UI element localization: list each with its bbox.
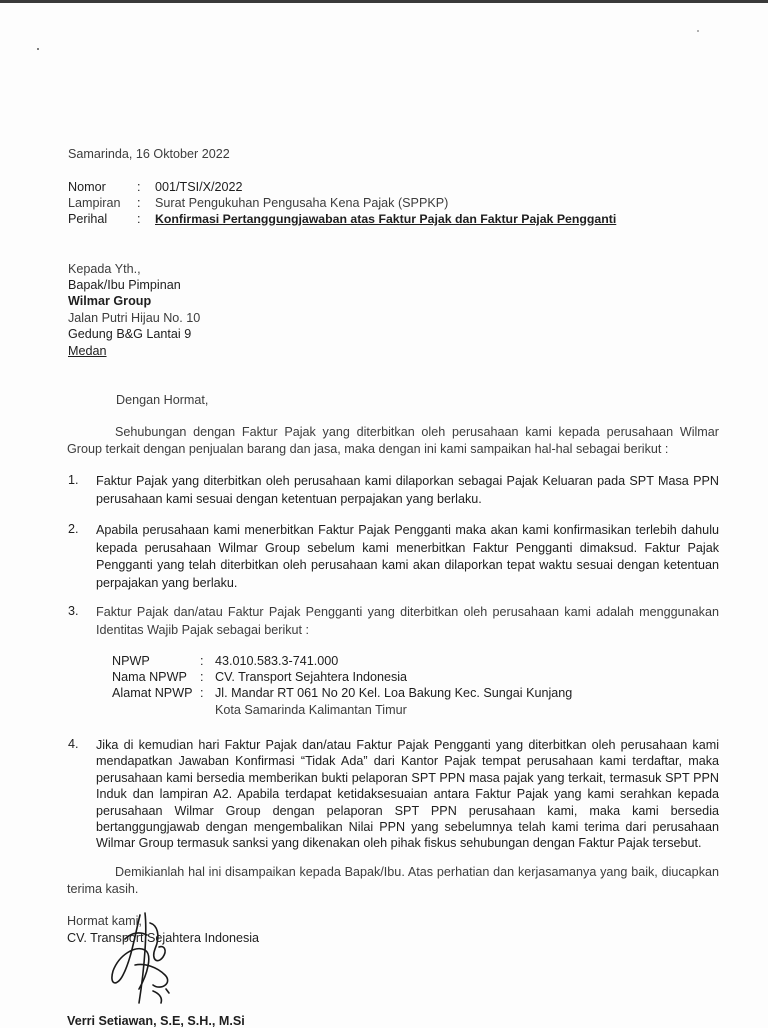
place-date: Samarinda, 16 Oktober 2022	[68, 147, 230, 161]
identity-address-line2: Kota Samarinda Kalimantan Timur	[215, 703, 407, 717]
identity-label: Nama NPWP	[112, 670, 187, 684]
salutation: Dengan Hormat,	[116, 393, 209, 407]
item-text: Jika di kemudian hari Faktur Pajak dan/atau Faktur Pajak Pengganti yang diterbitkan oleh perusahaan kami mendapatkan Jawaban Konfirmasi “Tidak Ada” dari Kantor Pajak tempat perusahaan kami terdaftar, maka perusahaan kami bersedia memberikan bukti pelaporan SPT PPN masa pajak yang terkait, termasuk SPT PPN Induk dan lampiran A2. Apabila terdapat ketidaksesuaian antara Faktur Pajak yang kami serahkan kepada perusahaan Wilmar Group dengan pelaporan SPT PPN perusahaan kami, maka kami bersedia bertanggungjawab dengan mengembalikan Nilai PPN yang sebelumnya telah kami terima dari perusahaan Wilmar Group termasuk sanksi yang dikenakan oleh pihak fiskus sehubungan dengan Faktur Pajak tersebut.	[96, 738, 719, 851]
meta-colon: :	[137, 212, 141, 226]
item-number: 1.	[68, 473, 79, 487]
recipient-greeting: Kepada Yth.,	[68, 262, 141, 276]
recipient-street: Jalan Putri Hijau No. 10	[68, 311, 201, 325]
identity-colon: :	[200, 670, 204, 684]
meta-colon: :	[137, 180, 141, 194]
recipient-building: Gedung B&G Lantai 9	[68, 327, 192, 341]
identity-label: NPWP	[112, 654, 150, 668]
item-text: Faktur Pajak yang diterbitkan oleh perusahaan kami dilaporkan sebagai Pajak Keluaran pada SPT Masa PPN perusahaan kami sesuai dengan ketentuan perpajakan yang berlaku.	[96, 474, 719, 506]
recipient-city: Medan	[68, 344, 107, 358]
meta-label: Nomor	[68, 180, 106, 194]
meta-subject: Konfirmasi Pertanggungjawaban atas Faktur Pajak dan Faktur Pajak Pengganti	[155, 212, 617, 226]
meta-label: Lampiran	[68, 196, 121, 210]
handwritten-signature	[95, 905, 195, 1010]
item-number: 4.	[68, 737, 79, 751]
identity-address: Jl. Mandar RT 061 No 20 Kel. Loa Bakung Kec. Sungai Kunjang	[215, 686, 573, 700]
recipient-title: Bapak/Ibu Pimpinan	[68, 278, 181, 292]
meta-colon: :	[137, 196, 141, 210]
item-text: Faktur Pajak dan/atau Faktur Pajak Pengganti yang diterbitkan oleh perusahaan kami adalah menggunakan Identitas Wajib Pajak sebagai berikut :	[96, 605, 719, 637]
closing-paragraph: Demikianlah hal ini disampaikan kepada Bapak/Ibu. Atas perhatian dan kerjasamanya yang baik, diucapkan terima kasih.	[67, 865, 719, 896]
item-text: Apabila perusahaan kami menerbitkan Faktur Pajak Pengganti maka akan kami konfirmasikan terlebih dahulu kepada perusahaan Wilmar Group sebelum kami menerbitkan Faktur Pengganti dimaksud. Faktur Pajak Pengganti yang telah diterbitkan oleh perusahaan kami akan dilaporkan tepat waktu sesuai dengan ketentuan perpajakan yang berlaku.	[96, 523, 719, 590]
item-number: 2.	[68, 522, 79, 536]
regards: Hormat kami,	[67, 914, 142, 928]
signatory-name: Verri Setiawan, S.E, S.H., M.Si	[67, 1014, 245, 1028]
identity-name: CV. Transport Sejahtera Indonesia	[215, 670, 408, 684]
identity-npwp: 43.010.583.3-741.000	[215, 654, 339, 668]
item-number: 3.	[68, 604, 79, 618]
meta-attachment: Surat Pengukuhan Pengusaha Kena Pajak (SPPKP)	[155, 196, 449, 210]
sender-company: CV. Transport Sejahtera Indonesia	[67, 931, 260, 945]
recipient-company: Wilmar Group	[68, 294, 152, 308]
meta-label: Perihal	[68, 212, 108, 226]
identity-label: Alamat NPWP	[112, 686, 193, 700]
intro-paragraph: Sehubungan dengan Faktur Pajak yang diterbitkan oleh perusahaan kami kepada perusahaan Wilmar Group terkait dengan penjualan barang dan jasa, maka dengan ini kami sampaikan hal-hal sebagai berikut :	[67, 425, 719, 456]
meta-number: 001/TSI/X/2022	[155, 180, 243, 194]
identity-colon: :	[200, 686, 204, 700]
identity-colon: :	[200, 654, 204, 668]
